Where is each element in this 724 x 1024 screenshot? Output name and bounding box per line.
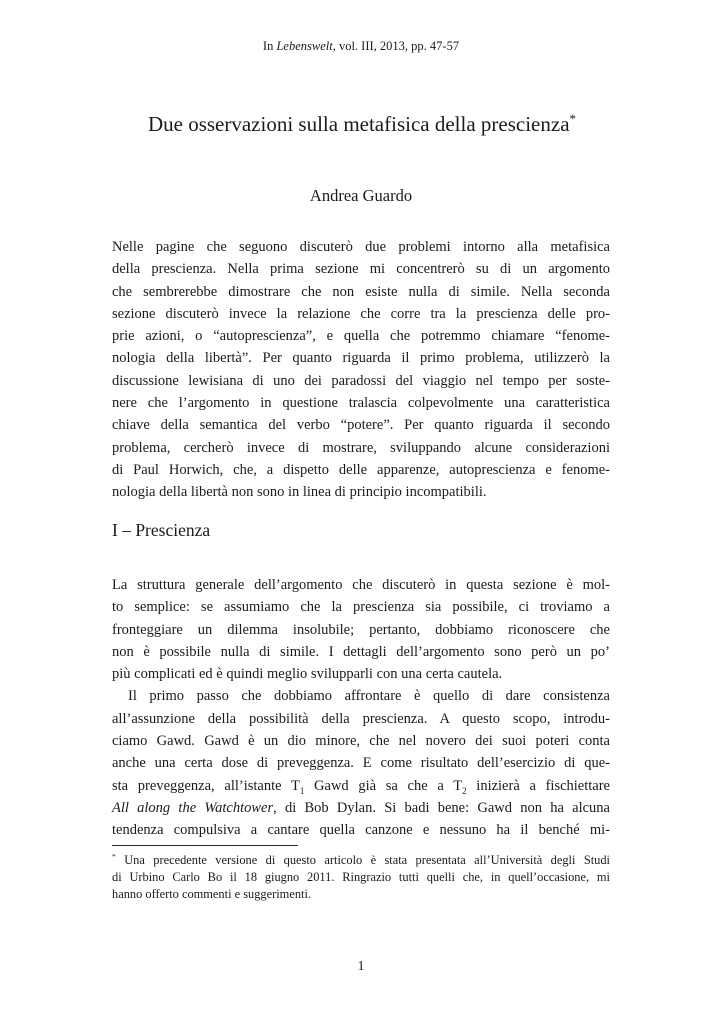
text-line: Nelle pagine che seguono discuterò due problemi intorno alla metafisica — [112, 239, 610, 255]
text-line: fronteggiare un dilemma insolubile; pertanto, dobbiamo riconoscere che — [112, 621, 610, 638]
intro-paragraph — [112, 236, 610, 504]
text-line: di Urbino Carlo Bo il 18 giugno 2011. Ringrazio tutti quelli che, in quell’occasione, mi — [112, 869, 610, 884]
footnote-separator-rule — [112, 845, 298, 846]
text-line: * Una precedente versione di questo articolo è stata presentata all’Università degli Studi — [112, 851, 610, 867]
text-line: nologia della libertà”. Per quanto riguarda il primo problema, utilizzerò la — [112, 350, 610, 367]
text-line: che sembrerebbe dimostrare che non esiste nulla di simile. Nella seconda — [112, 283, 610, 300]
text-line: problema, cercherò invece di mostrare, sviluppando alcune considerazioni — [112, 439, 610, 456]
text-line: più complicati ed è quindi meglio svilupparli con una certa cautela. — [112, 666, 503, 683]
italic-text: All along the Watchtower — [112, 799, 274, 816]
text-line: all’assunzione della possibilità della prescienza. A questo scopo, introdu- — [112, 710, 610, 727]
journal-citation-header: In Lebenswelt, vol. III, 2013, pp. 47-57 — [262, 39, 460, 53]
text-line: non è possibile nulla di simile. I dettagli dell’argomento sono però un po’ — [112, 643, 610, 660]
text-line: sta preveggenza, all’istante $T_1$ Gawd già sa che a $T_2$ inizierà a fischiettare — [112, 777, 610, 796]
text-line: hanno offerto commenti e suggerimenti. — [112, 886, 312, 901]
subscript-text: 2 — [462, 785, 467, 796]
text-line: All along the Watchtower, di Bob Dylan. Si badi bene: Gawd non ha alcuna — [112, 799, 610, 816]
text-line: nologia della libertà non sono in linea di principio incompatibili. — [112, 484, 487, 501]
text-line: chiave della semantica del verbo “potere”. Per quanto riguarda il secondo — [112, 417, 610, 434]
text-line: anche una certa dose di preveggenza. E come risultato dell’esercizio di que- — [112, 755, 610, 772]
section-heading: I – Prescienza — [112, 520, 211, 540]
text-line: di Paul Horwich, che, a dispetto delle apparenze, autoprescienza e fenome- — [112, 461, 610, 478]
text-line: tendenza compulsiva a cantare quella canzone e nessuno ha il benché mi- — [112, 822, 610, 839]
text-line: ciamo Gawd. Gawd è un dio minore, che nel novero dei suoi poteri conta — [112, 733, 610, 750]
text-line: della prescienza. Nella prima sezione mi concentrerò su di un argomento — [112, 261, 610, 278]
superscript-marker: * — [112, 851, 116, 861]
section-body-paragraphs — [112, 574, 610, 842]
author-name: Andrea Guardo — [309, 186, 413, 205]
text-line: prie azioni, o “autoprescienza”, e quella che potremmo chiamare “fenome- — [112, 328, 610, 345]
text-line: Il primo passo che dobbiamo affrontare è quello di dare consistenza — [128, 688, 610, 705]
text-line: to semplice: se assumiamo che la prescienza sia possibile, ci troviamo a — [112, 599, 610, 616]
text-line: discussione lewisiana di uno dei paradossi del viaggio nel tempo per soste- — [112, 372, 610, 389]
superscript-marker: * — [569, 111, 577, 126]
text-line: La struttura generale dell’argomento che discuterò in questa sezione è mol- — [112, 577, 610, 593]
footnote — [112, 852, 610, 903]
subscript-text: 1 — [299, 785, 305, 796]
text-line: sezione discuterò invece la relazione che corre tra la prescienza delle pro- — [112, 305, 610, 322]
page-title: Due osservazioni sulla metafisica della prescienza* — [147, 111, 577, 136]
italic-text: Lebenswelt — [276, 39, 333, 53]
text-line: nere che l’argomento in questione tralascia colpevolmente una caratteristica — [112, 395, 610, 412]
page-number: 1 — [357, 959, 365, 974]
